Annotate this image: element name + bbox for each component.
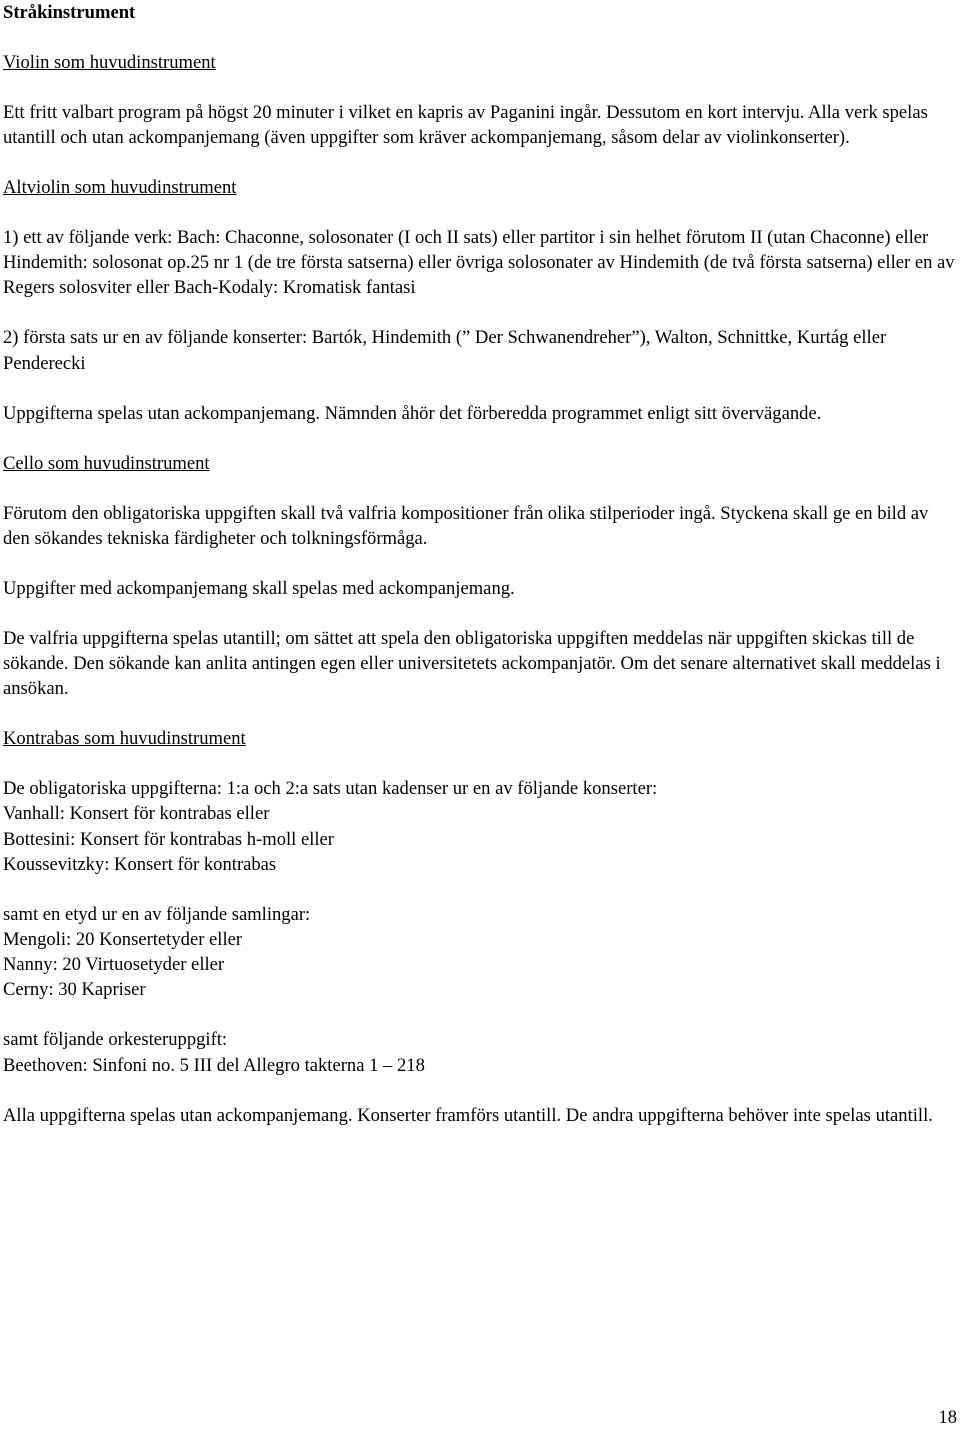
section-heading-altviolin: Altviolin som huvudinstrument bbox=[3, 177, 237, 198]
cello-paragraph-2: Uppgifter med ackompanjemang skall spelas med ackompanjemang. bbox=[3, 577, 515, 599]
altviolin-paragraph-1: 1) ett av följande verk: Bach: Chaconne, solosonater (I och II sats) eller partitor i sin helhet förutom II (utan Chaconne) eller Hindemith: solosonat op.25 nr 1 (de tre första satserna) eller övriga solosonater av Hindemith (de två första satserna) eller en av Regers solosviter eller Bach-Kodaly: Kromatisk fantasi bbox=[3, 227, 955, 299]
kontrabas-intro-orchestral: samt följande orkesteruppgift: bbox=[3, 1029, 228, 1051]
section-heading-violin: Violin som huvudinstrument bbox=[3, 51, 216, 73]
kontrabas-intro-concertos: De obligatoriska uppgifterna: 1:a och 2:a sats utan kadenser ur en av följande konserter: bbox=[3, 778, 658, 800]
kontrabas-etude-line: Mengoli: 20 Konsertetyder eller bbox=[3, 929, 243, 951]
altviolin-paragraph-3: Uppgifterna spelas utan ackompanjemang. Nämnden åhör det förberedda programmet enligt sitt övervägande. bbox=[3, 402, 822, 424]
violin-paragraph: Ett fritt valbart program på högst 20 minuter i vilket en kapris av Paganini ingår. Dessutom en kort intervju. Alla verk spelas utantill och utan ackompanjemang (även uppgifter som kräver ackompanjemang, såsom delar av violinkonserter). bbox=[3, 101, 928, 148]
kontrabas-closing-paragraph: Alla uppgifterna spelas utan ackompanjemang. Konserter framförs utantill. De andra uppgifterna behöver inte spelas utantill. bbox=[3, 1104, 933, 1126]
kontrabas-intro-etudes: samt en etyd ur en av följande samlingar: bbox=[3, 903, 311, 925]
document-title: Stråkinstrument bbox=[3, 2, 136, 23]
section-heading-cello: Cello som huvudinstrument bbox=[3, 452, 210, 474]
kontrabas-etude-line: Cerny: 30 Kapriser bbox=[3, 979, 146, 1001]
altviolin-paragraph-2: 2) första sats ur en av följande konserter: Bartók, Hindemith (” Der Schwanendreher”), Walton, Schnittke, Kurtág eller Penderecki bbox=[3, 327, 887, 374]
kontrabas-concerto-line: Koussevitzky: Konsert för kontrabas bbox=[3, 853, 277, 875]
cello-paragraph-3: De valfria uppgifterna spelas utantill; om sättet att spela den obligatoriska uppgiften meddelas när uppgiften skickas till de sökande. Den sökande kan anlita antingen egen eller universitetets ackompanjatör. Om det senare alternativet skall meddelas i ansökan. bbox=[3, 627, 941, 700]
kontrabas-etude-line: Nanny: 20 Virtuosetyder eller bbox=[3, 954, 225, 976]
page-number: 18 bbox=[938, 1407, 957, 1428]
section-heading-kontrabas: Kontrabas som huvudinstrument bbox=[3, 728, 246, 750]
cello-paragraph-1: Förutom den obligatoriska uppgiften skall två valfria kompositioner från olika stilperioder ingå. Styckena skall ge en bild av den sökandes tekniska färdigheter och tolkningsförmåga. bbox=[3, 502, 929, 549]
kontrabas-concerto-line: Vanhall: Konsert för kontrabas eller bbox=[3, 803, 270, 825]
document-page bbox=[3, 0, 955, 1128]
kontrabas-orchestral-line: Beethoven: Sinfoni no. 5 III del Allegro takterna 1 – 218 bbox=[3, 1054, 425, 1076]
kontrabas-concerto-line: Bottesini: Konsert för kontrabas h-moll eller bbox=[3, 828, 335, 850]
